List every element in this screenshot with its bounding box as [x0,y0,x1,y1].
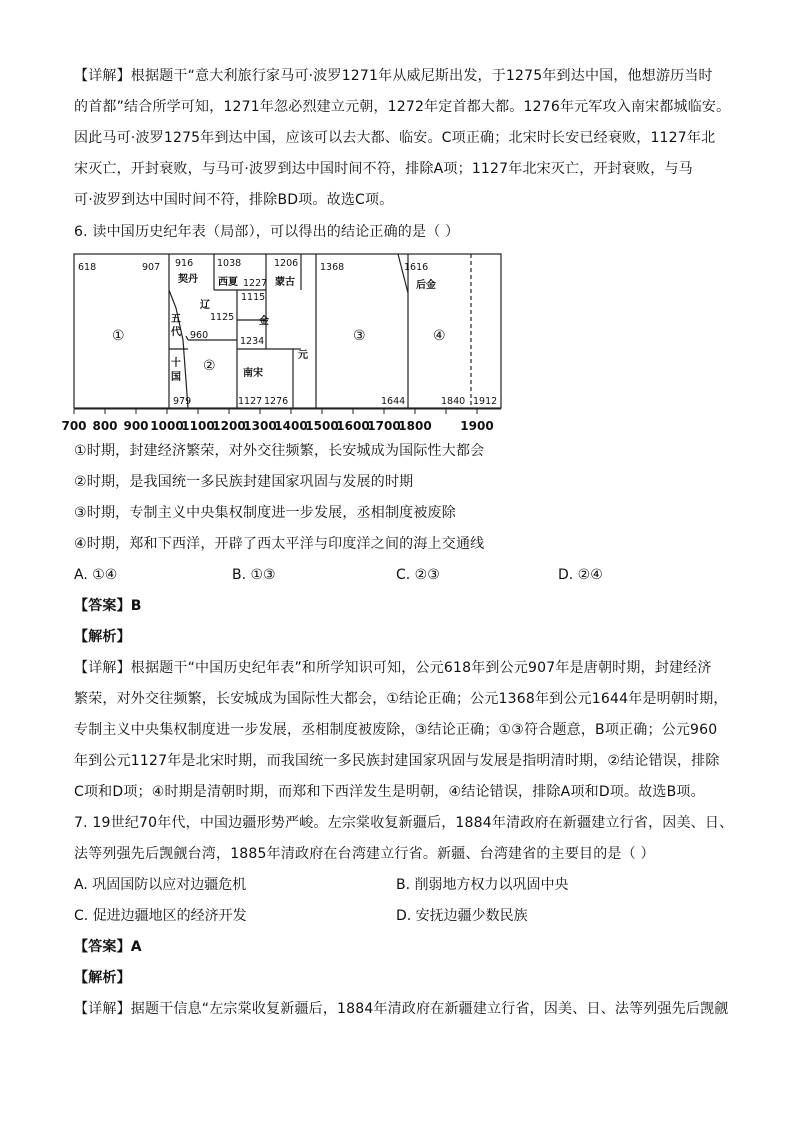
axis-tick-1900: 1900 [460,419,494,433]
q6-statement-1: ①时期，封建经济繁荣，对外交往频繁，长安城成为国际性大都会 [74,443,485,459]
q7-stem-line-2: 法等列强先后觊觎台湾，1885年清政府在台湾建立行省。新疆、台湾建省的主要目的是（ ） [74,846,655,862]
axis-tick-1000: 1000 [150,419,184,433]
dynasty-khitan: 契丹 [178,274,198,285]
axis-tick-900: 900 [123,419,149,433]
year-1127: 1127 [238,396,263,407]
region-1: ① [112,328,125,344]
year-1616: 1616 [404,262,429,273]
q7-stem-line-1: 7. 19世纪70年代，中国边疆形势严峻。左宗棠收复新疆后，1884年清政府在新疆建立行省，因美、日、 [74,815,734,831]
q6-option-a: A. ①④ [74,567,118,583]
q7-explanation-line-1: 【详解】据题干信息“左宗棠收复新疆后，1884年清政府在新疆建立行省，因美、日、法等列强先后觊觎 [74,1001,729,1017]
year-1038: 1038 [217,258,242,269]
q7-option-b: B. 削弱地方权力以巩固中央 [396,877,569,893]
dynasty-five-dynasties-char-2: 代 [171,327,181,338]
year-1206: 1206 [274,258,299,269]
year-979: 979 [173,396,192,407]
dynasty-jin: 金 [259,316,269,327]
q6-statement-3: ③时期，专制主义中央集权制度进一步发展，丞相制度被废除 [74,505,456,521]
q7-option-a: A. 巩固国防以应对边疆危机 [74,877,247,893]
year-1912: 1912 [473,396,498,407]
region-2: ② [203,358,216,374]
q7-option-c: C. 促进边疆地区的经济开发 [74,908,247,924]
dynasty-western-xia: 西夏 [218,277,238,288]
axis-tick-1200: 1200 [212,419,246,433]
axis-tick-1800: 1800 [398,419,432,433]
dynasty-ten-kingdoms-char-1: 十 [171,358,181,369]
chronology-table [60,248,510,438]
year-1125: 1125 [210,312,235,323]
q7-analysis-label: 【解析】 [74,970,131,986]
q6-stem: 6. 读中国历史纪年表（局部），可以得出的结论正确的是（ ） [74,224,460,240]
q6-statement-4: ④时期，郑和下西洋，开辟了西太平洋与印度洋之间的海上交通线 [74,536,485,552]
dynasty-later-jin: 后金 [416,280,436,291]
axis-tick-1700: 1700 [367,419,401,433]
q6-answer: 【答案】B [74,598,142,614]
axis-tick-1400: 1400 [274,419,308,433]
axis-tick-1100: 1100 [181,419,215,433]
para1-line-1: 【详解】根据题干“意大利旅行家马可·波罗1271年从威尼斯出发，于1275年到达中国，他想游历当时 [74,68,713,84]
q6-explanation-line-3: 专制主义中央集权制度进一步发展，丞相制度被废除，③结论正确；①③符合题意，B项正确；公元960 [74,722,718,738]
dynasty-yuan: 元 [298,350,308,361]
year-1840: 1840 [441,396,466,407]
year-618: 618 [78,262,97,273]
dynasty-ten-kingdoms-char-2: 国 [171,372,181,383]
dynasty-five-dynasties-char-1: 五 [171,314,181,325]
para1-line-2: 的首都”结合所学可知，1271年忽必烈建立元朝，1272年定首都大都。1276年元军攻入南宋都城临安。 [74,99,731,115]
year-960: 960 [190,330,209,341]
q6-explanation-line-2: 繁荣，对外交往频繁，长安城成为国际性大都会，①结论正确；公元1368年到公元1644年是明朝时期， [74,691,728,707]
para1-line-3: 因此马可·波罗1275年到达中国，应该可以去大都、临安。C项正确；北宋时长安已经衰败，1127年北 [74,130,716,146]
axis-tick-1300: 1300 [243,419,277,433]
region-3: ③ [353,328,366,344]
q6-explanation-line-4: 年到公元1127年是北宋时期，而我国统一多民族封建国家巩固与发展是指明清时期，②结论错误，排除 [74,753,720,769]
q6-statement-2: ②时期，是我国统一多民族封建国家巩固与发展的时期 [74,474,414,490]
region-4: ④ [433,328,446,344]
year-1644: 1644 [381,396,406,407]
year-1115: 1115 [241,292,266,303]
year-916: 916 [175,258,194,269]
q6-analysis-label: 【解析】 [74,629,131,645]
para1-line-5: 可·波罗到达中国时间不符，排除BD项。故选C项。 [74,192,394,208]
q6-option-d: D. ②④ [558,567,603,583]
dynasty-mongol: 蒙古 [275,277,295,288]
year-1227: 1227 [243,278,268,289]
axis-tick-800: 800 [92,419,118,433]
axis-tick-1600: 1600 [336,419,370,433]
q6-option-c: C. ②③ [396,567,440,583]
q7-answer: 【答案】A [74,939,142,955]
para1-line-4: 宋灭亡，开封衰败，与马可·波罗到达中国时间不符，排除A项；1127年北宋灭亡，开封衰败，与马 [74,161,693,177]
q6-option-b: B. ①③ [232,567,276,583]
year-1368: 1368 [320,262,345,273]
q7-option-d: D. 安抚边疆少数民族 [396,908,528,924]
year-907: 907 [142,262,161,273]
q6-explanation-line-1: 【详解】根据题干“中国历史纪年表”和所学知识可知，公元618年到公元907年是唐朝时期，封建经济 [74,660,712,676]
dynasty-southern-song: 南宋 [243,368,263,379]
year-1276: 1276 [264,396,289,407]
axis-tick-700: 700 [61,419,87,433]
year-1234: 1234 [240,336,265,347]
dynasty-liao: 辽 [200,300,210,311]
axis-tick-1500: 1500 [305,419,339,433]
q6-explanation-line-5: C项和D项；④时期是清朝时期，而郑和下西洋发生是明朝，④结论错误，排除A项和D项。故选B项。 [74,784,705,800]
